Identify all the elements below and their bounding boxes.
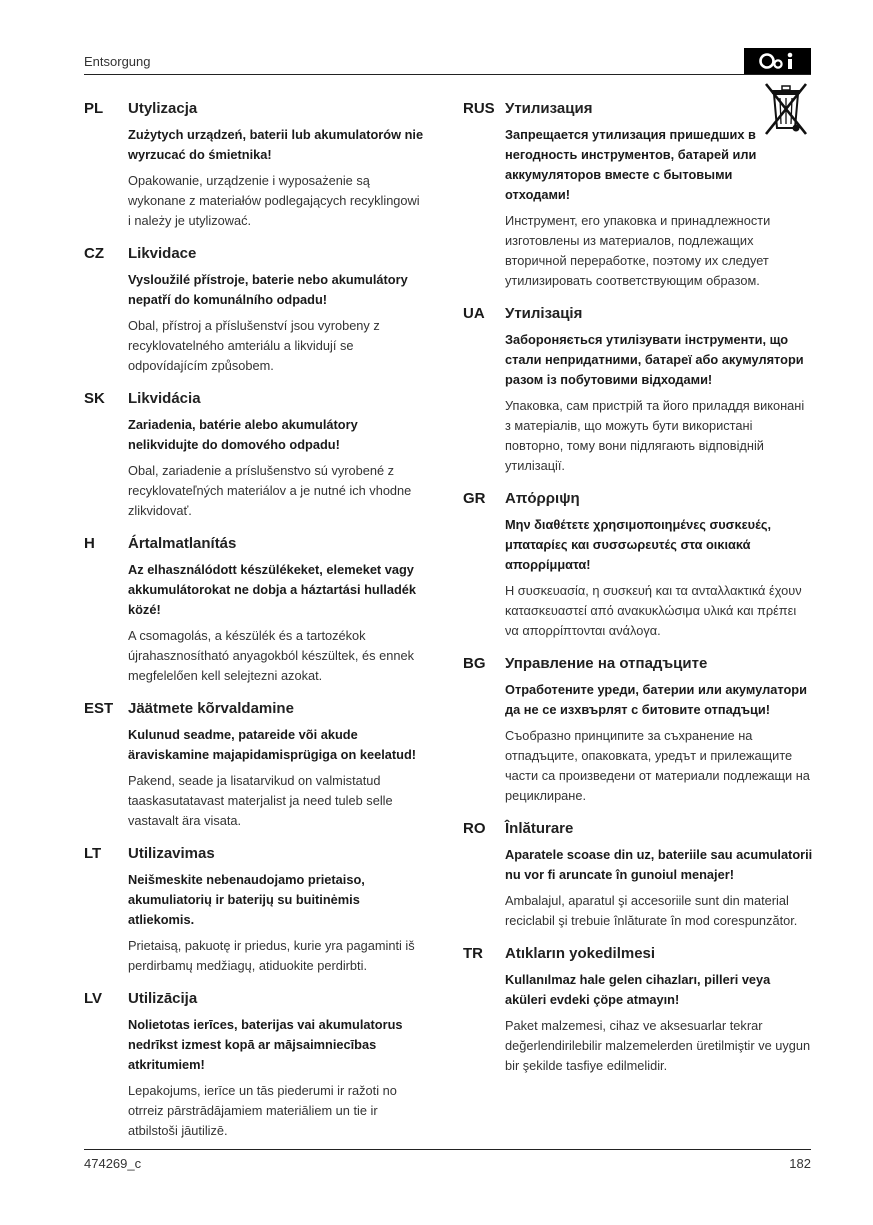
section-code: H	[84, 535, 95, 552]
section-body: Инструмент, его упаковка и принадлежности изготовлены из материалов, подлежащих вторичной переработке, поэтому их следует утилизировать соответствующим образом.	[505, 213, 771, 288]
section-body: Obal, přístroj a příslušenství jsou vyrobeny z recyklovatelného amteriálu a likvidují se odpovídajícím způsobem.	[128, 318, 380, 373]
section-body: Paket malzemesi, cihaz ve aksesuarlar tekrar değerlendirilebilir malzemelerden üretilmiştir ve uygun bir şekilde tasfiye edilmelidir.	[505, 1018, 811, 1073]
section-warning: Забороняється утилізувати інструменти, що стали непридатними, батареї або акумулятори разом із побутовими відходами!	[505, 332, 804, 387]
section-h	[84, 535, 424, 686]
section-title: Utilizavimas	[128, 845, 215, 862]
section-title: Απόρριψη	[505, 490, 580, 507]
section-lt	[84, 845, 424, 976]
section-code: CZ	[84, 245, 104, 262]
section-bg	[463, 655, 813, 806]
section-title: Utilizācija	[128, 990, 198, 1007]
section-code: BG	[463, 655, 486, 672]
section-tr	[463, 945, 813, 1076]
section-body: Obal, zariadenie a príslušenstvo sú vyrobené z recyklovateľných materiálov a je nutné ich vhodne zlikvidovať.	[128, 463, 412, 518]
operating-instructions-icon	[744, 48, 811, 74]
section-title: Utylizacja	[128, 100, 198, 117]
section-title: Ártalmatlanítás	[128, 535, 237, 552]
section-code: LT	[84, 845, 102, 862]
section-title: Likvidace	[128, 245, 197, 262]
section-title: Likvidácia	[128, 390, 201, 407]
section-body: Упаковка, сам пристрій та його приладдя виконані з матеріалів, що можуть бути використані повторно, тому вони підлягають відповідній утилізації.	[505, 398, 805, 473]
section-code: UA	[463, 305, 485, 322]
section-body: Prietaisą, pakuotę ir priedus, kurie yra pagaminti iš perdirbamų medžiagų, atiduokite perdirbti.	[128, 938, 415, 973]
section-title: Управление на отпадъците	[505, 655, 708, 672]
right-column	[463, 100, 813, 1090]
section-body: Opakowanie, urządzenie i wyposażenie są wykonane z materiałów podlegających recyklingowi i należy je utylizować.	[128, 173, 420, 228]
section-warning: Μην διαθέτετε χρησιμοποιημένες συσκευές, μπαταρίες και συσσωρευτές στα οικιακά απορρίμματα!	[505, 517, 772, 572]
section-warning: Запрещается утилизация пришедших в негодность инструментов, батарей или аккумуляторов вместе с бытовыми отходами!	[505, 127, 757, 202]
section-cz	[84, 245, 424, 376]
document-id: 474269_c	[84, 1156, 142, 1171]
section-body: Lepakojums, ierīce un tās piederumi ir ražoti no otrreiz pārstrādājamiem materiāliem un tie ir atbilstoši jāutilizē.	[128, 1083, 397, 1138]
header-rule	[84, 74, 811, 75]
section-warning: Nolietotas ierīces, baterijas vai akumulatorus nedrīkst izmest kopā ar mājsaimniecības atkritumiem!	[128, 1017, 403, 1072]
section-rus	[463, 100, 813, 291]
section-title: Утилізація	[505, 305, 583, 322]
section-title: Jäätmete kõrvaldamine	[128, 700, 294, 717]
section-warning: Vysloužilé přístroje, baterie nebo akumulátory nepatří do komunálního odpadu!	[128, 272, 408, 307]
section-code: LV	[84, 990, 103, 1007]
section-code: PL	[84, 100, 104, 117]
section-warning: Kulunud seadme, patareide või akude äraviskamine majapidamisprügiga on keelatud!	[128, 727, 417, 762]
section-code: SK	[84, 390, 105, 407]
page-number: 182	[789, 1156, 811, 1171]
section-body: Ambalajul, aparatul şi accesoriile sunt din material reciclabil şi trebuie înlăturate în mod corespunzător.	[505, 893, 798, 928]
section-code: RO	[463, 820, 486, 837]
section-warning: Zużytych urządzeń, baterii lub akumulatorów nie wyrzucać do śmietnika!	[128, 127, 424, 162]
page-header-title: Entsorgung	[84, 54, 151, 69]
section-body: Съобразно принципите за съхранение на отпадъците, опаковката, уредът и прилежащите части са произведени от материали подлежащи на рециклиране.	[505, 728, 810, 803]
section-code: GR	[463, 490, 486, 507]
section-sk	[84, 390, 424, 521]
section-body: Pakend, seade ja lisatarvikud on valmistatud taaskasutatavast materjalist ja need tuleb selle vastavalt ära visata.	[128, 773, 393, 828]
section-ro	[463, 820, 813, 931]
footer-rule	[84, 1149, 811, 1150]
section-title: Утилизация	[505, 100, 593, 117]
section-code: EST	[84, 700, 114, 717]
left-column	[84, 100, 424, 1155]
section-body: Η συσκευασία, η συσκευή και τα ανταλλακτικά έχουν κατασκευαστεί από ανακυκλώσιμα υλικά και πρέπει να απορρίπτονται ανάλογα.	[505, 583, 802, 638]
section-title: Înlăturare	[505, 820, 574, 837]
section-pl	[84, 100, 424, 231]
section-gr	[463, 490, 813, 641]
section-body: A csomagolás, a készülék és a tartozékok újrahasznosítható anyagokból készültek, és ennek megfelelően kell selejtezni azokat.	[128, 628, 414, 683]
section-code: RUS	[463, 100, 495, 117]
section-warning: Neišmeskite nebenaudojamo prietaiso, akumuliatorių ir baterijų su buitinėmis atliekomis.	[128, 872, 365, 927]
section-est	[84, 700, 424, 831]
section-lv	[84, 990, 424, 1141]
section-warning: Aparatele scoase din uz, bateriile sau acumulatorii nu vor fi aruncate în gunoiul menajer!	[505, 847, 813, 882]
section-warning: Az elhasználódott készülékeket, elemeket vagy akkumulátorokat ne dobja a háztartási hulladék közé!	[128, 562, 417, 617]
section-code: TR	[463, 945, 483, 962]
section-warning: Kullanılmaz hale gelen cihazları, pilleri veya aküleri evdeki çöpe atmayın!	[505, 972, 771, 1007]
section-title: Atıkların yokedilmesi	[505, 945, 656, 962]
section-warning: Zariadenia, batérie alebo akumulátory nelikvidujte do domového odpadu!	[128, 417, 358, 452]
section-ua	[463, 305, 813, 476]
section-warning: Отработените уреди, батерии или акумулатори да не се изхвърлят с битовите отпадъци!	[505, 682, 807, 717]
